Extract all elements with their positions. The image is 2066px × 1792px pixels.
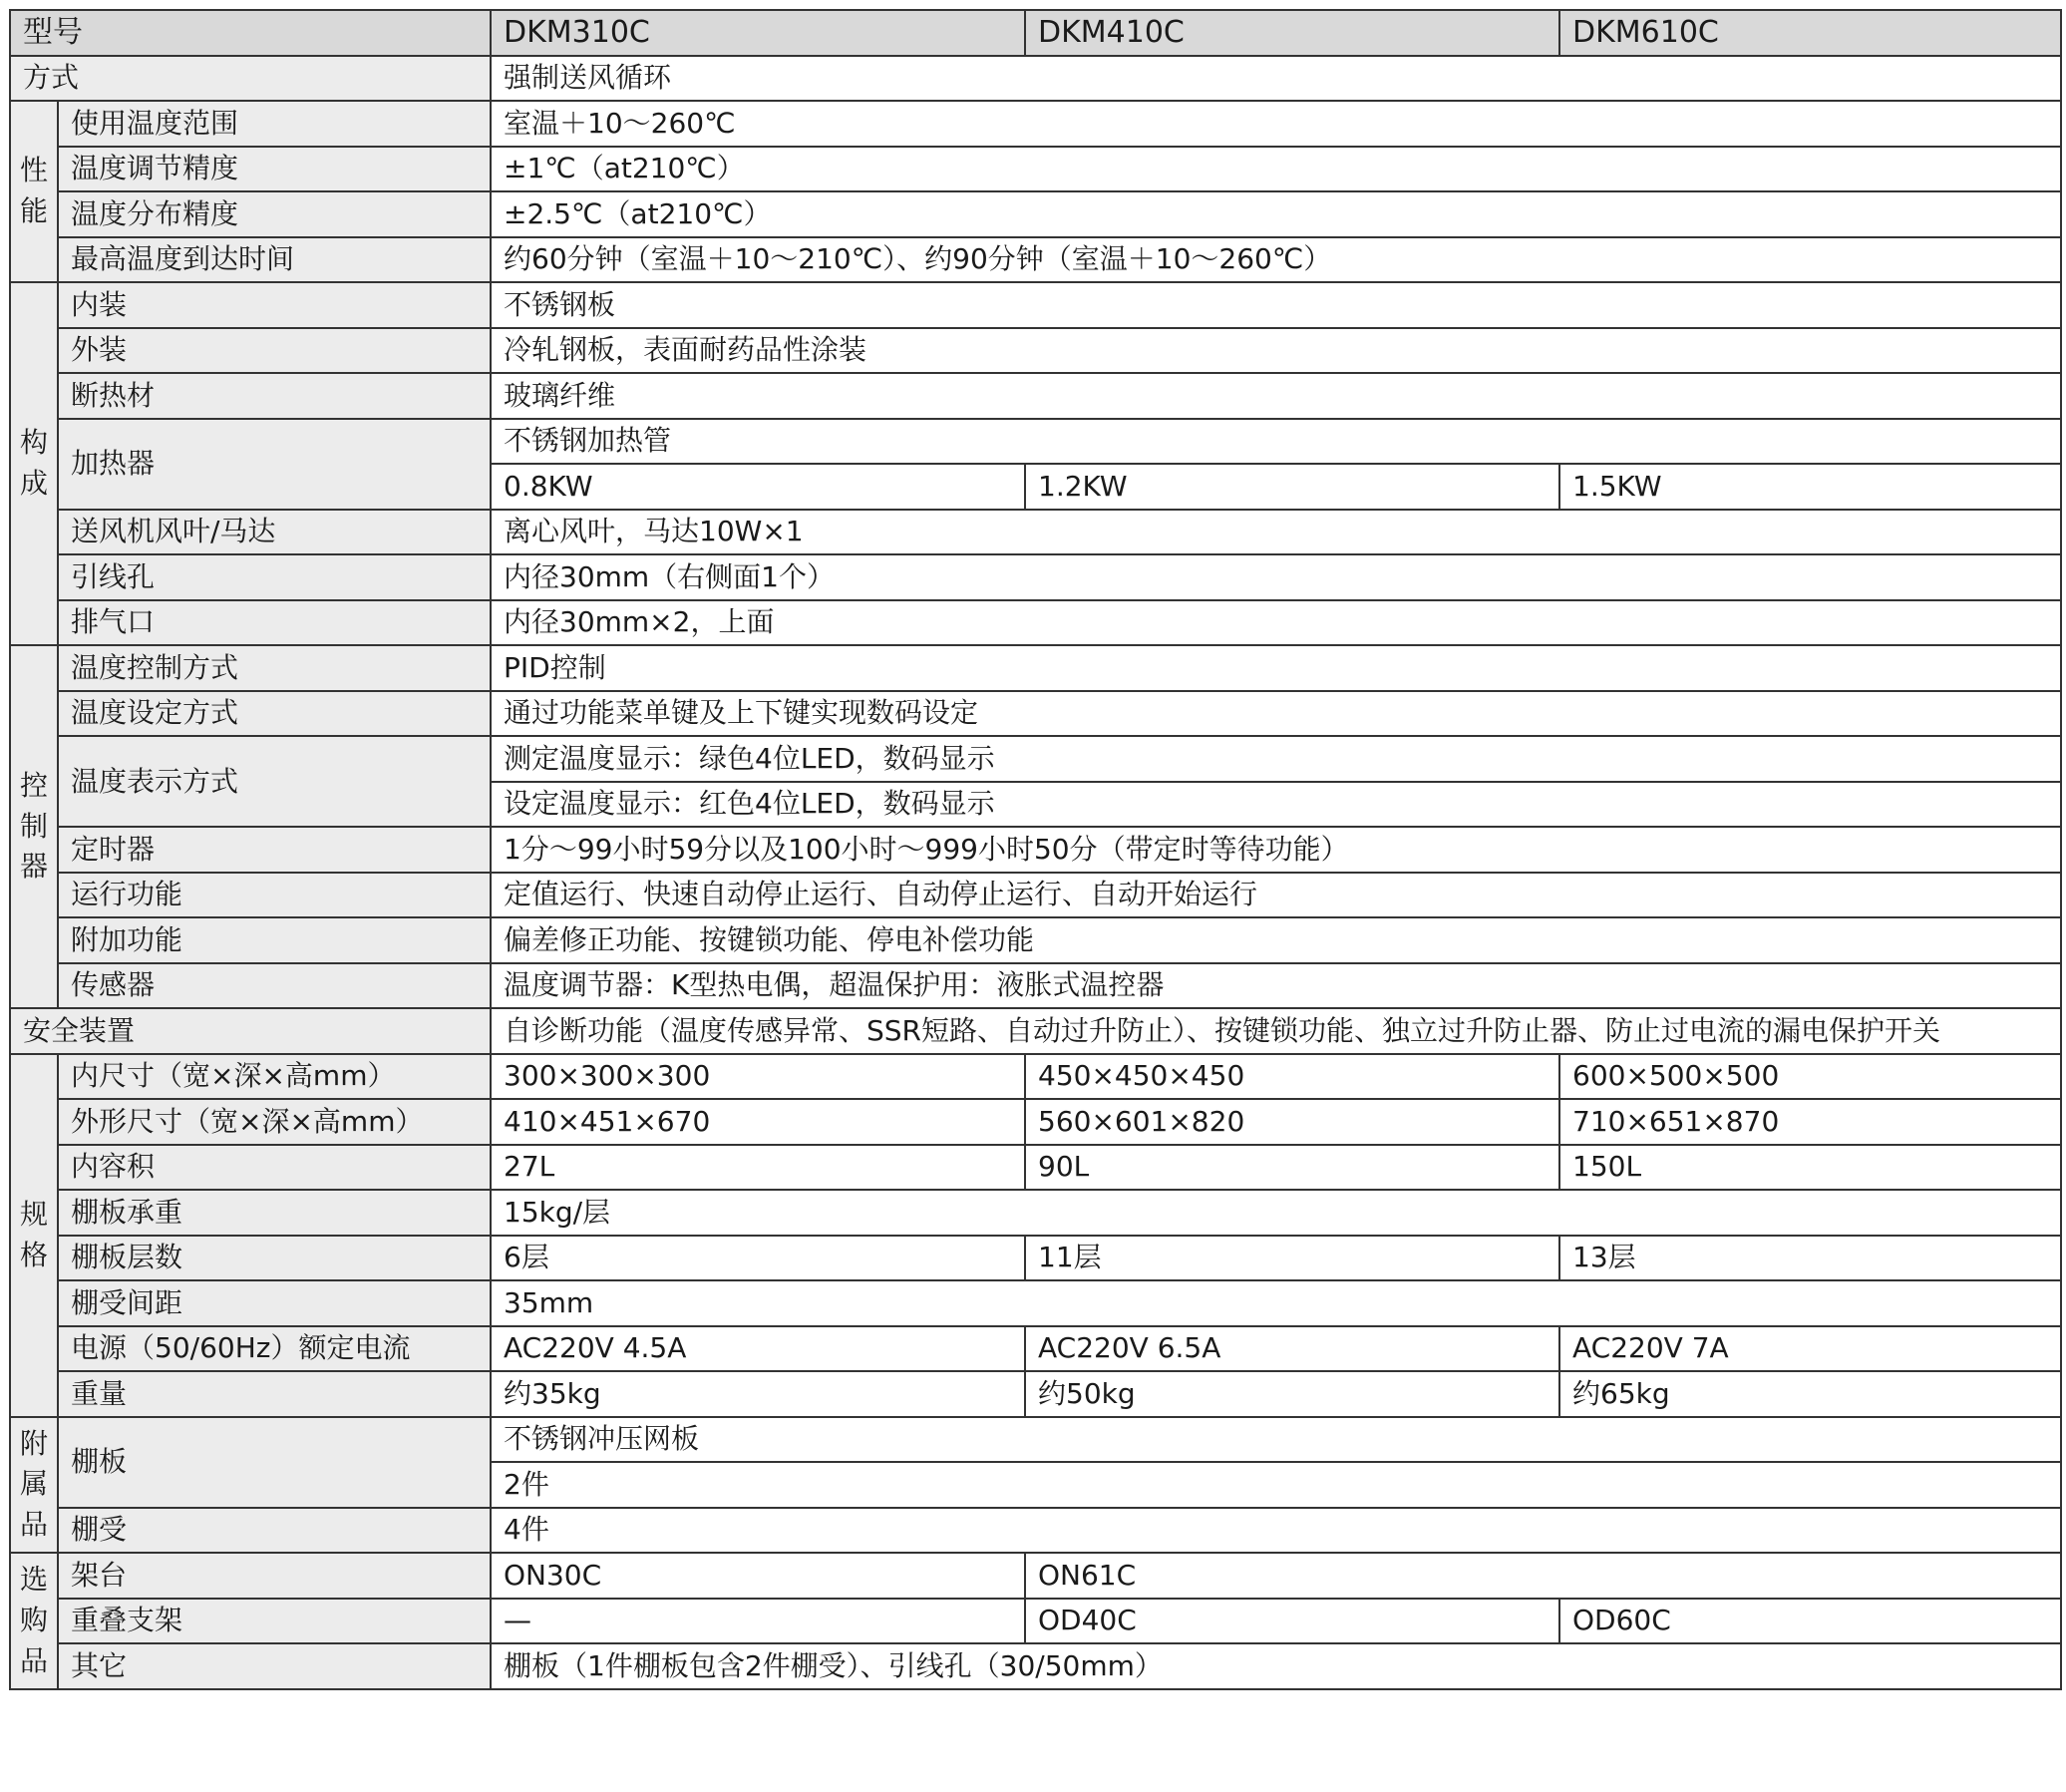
row-value-outer-size-dkm310c: 410×451×670: [491, 1099, 1025, 1145]
header-model-dkm410c: DKM410C: [1025, 10, 1559, 56]
row-value-power-dkm410c: AC220V 6.5A: [1025, 1326, 1559, 1372]
table-row: [10, 1371, 2061, 1417]
category-performance: 性能: [10, 101, 58, 282]
row-label-shelf-support: 棚受: [58, 1508, 491, 1554]
table-row: [10, 827, 2061, 873]
spec-table: [9, 9, 2062, 1690]
row-value-shelf-levels-dkm310c: 6层: [491, 1236, 1025, 1281]
table-row: [10, 1145, 2061, 1191]
row-value-shelf: 不锈钢冲压网板: [491, 1417, 2061, 1463]
row-label-temp-adjust-accuracy: 温度调节精度: [58, 147, 491, 192]
row-label-shelf: 棚板: [58, 1417, 491, 1508]
row-value-display-set: 设定温度显示：红色4位LED，数码显示: [491, 782, 2061, 828]
row-value-heater: 不锈钢加热管: [491, 419, 2061, 465]
table-row: [10, 101, 2061, 147]
row-label-shelf-load: 棚板承重: [58, 1190, 491, 1236]
table-row: [10, 691, 2061, 737]
row-label-heater: 加热器: [58, 419, 491, 510]
row-label-additional: 附加功能: [58, 917, 491, 963]
table-row: [10, 510, 2061, 555]
table-row: [10, 1280, 2061, 1326]
row-value-exhaust: 内径30mm×2，上面: [491, 600, 2061, 646]
row-value-safety: 自诊断功能（温度传感异常、SSR短路、自动过升防止）、按键锁功能、独立过升防止器、防止过电流的漏电保护开关: [491, 1008, 2061, 1054]
row-value-volume-dkm410c: 90L: [1025, 1145, 1559, 1191]
row-label-sensor: 传感器: [58, 963, 491, 1009]
row-label-method: 方式: [10, 56, 491, 102]
header-model-label: 型号: [10, 10, 491, 56]
table-row: [10, 645, 2061, 691]
category-options: 选购品: [10, 1553, 58, 1689]
row-value-stand-dkm310c: ON30C: [491, 1553, 1025, 1599]
row-label-operation: 运行功能: [58, 873, 491, 918]
table-row: [10, 600, 2061, 646]
table-row: [10, 1417, 2061, 1463]
table-row: [10, 1190, 2061, 1236]
row-label-safety: 安全装置: [10, 1008, 491, 1054]
row-value-stacking-frame-dkm310c: —: [491, 1599, 1025, 1644]
row-label-shelf-pitch: 棚受间距: [58, 1280, 491, 1326]
category-accessories: 附属品: [10, 1417, 58, 1554]
row-value-shelf-support: 4件: [491, 1508, 2061, 1554]
table-row: [10, 1508, 2061, 1554]
category-controller: 控制器: [10, 645, 58, 1008]
row-value-inner-size-dkm310c: 300×300×300: [491, 1054, 1025, 1100]
row-value-fan: 离心风叶，马达10W×1: [491, 510, 2061, 555]
row-value-other: 棚板（1件棚板包含2件棚受）、引线孔（30/50mm）: [491, 1643, 2061, 1689]
row-label-outer-size: 外形尺寸（宽×深×高mm）: [58, 1099, 491, 1145]
table-row: [10, 1553, 2061, 1599]
row-value-shelf-levels-dkm610c: 13层: [1559, 1236, 2061, 1281]
row-value-inner-size-dkm610c: 600×500×500: [1559, 1054, 2061, 1100]
row-value-method: 强制送风循环: [491, 56, 2061, 102]
row-label-weight: 重量: [58, 1371, 491, 1417]
row-value-exterior: 冷轧钢板，表面耐药品性涂装: [491, 328, 2061, 374]
row-label-exterior: 外装: [58, 328, 491, 374]
row-value-shelf-pitch: 35mm: [491, 1280, 2061, 1326]
row-value-inner-size-dkm410c: 450×450×450: [1025, 1054, 1559, 1100]
row-value-stacking-frame-dkm410c: OD40C: [1025, 1599, 1559, 1644]
row-label-fan: 送风机风叶/马达: [58, 510, 491, 555]
row-label-stacking-frame: 重叠支架: [58, 1599, 491, 1644]
row-value-setting-method: 通过功能菜单键及上下键实现数码设定: [491, 691, 2061, 737]
row-value-shelf-count: 2件: [491, 1462, 2061, 1508]
row-value-heater-power-dkm310c: 0.8KW: [491, 464, 1025, 510]
table-row: [10, 1326, 2061, 1372]
row-value-max-temp-time: 约60分钟（室温＋10～210℃）、约90分钟（室温＋10～260℃）: [491, 237, 2061, 283]
row-value-operation: 定值运行、快速自动停止运行、自动停止运行、自动开始运行: [491, 873, 2061, 918]
row-label-insulation: 断热材: [58, 373, 491, 419]
row-label-other: 其它: [58, 1643, 491, 1689]
row-label-inner-size: 内尺寸（宽×深×高mm）: [58, 1054, 491, 1100]
table-row: [10, 56, 2061, 102]
table-row: [10, 191, 2061, 237]
row-value-volume-dkm310c: 27L: [491, 1145, 1025, 1191]
row-value-heater-power-dkm410c: 1.2KW: [1025, 464, 1559, 510]
table-row: [10, 963, 2061, 1009]
table-row: [10, 147, 2061, 192]
table-row: [10, 419, 2061, 465]
row-value-shelf-levels-dkm410c: 11层: [1025, 1236, 1559, 1281]
row-value-temp-range: 室温＋10～260℃: [491, 101, 2061, 147]
row-label-power: 电源（50/60Hz）额定电流: [58, 1326, 491, 1372]
row-value-power-dkm610c: AC220V 7A: [1559, 1326, 2061, 1372]
header-model-dkm310c: DKM310C: [491, 10, 1025, 56]
header-model-dkm610c: DKM610C: [1559, 10, 2061, 56]
table-row: [10, 1236, 2061, 1281]
table-row: [10, 1099, 2061, 1145]
row-value-outer-size-dkm610c: 710×651×870: [1559, 1099, 2061, 1145]
row-label-timer: 定时器: [58, 827, 491, 873]
row-value-power-dkm310c: AC220V 4.5A: [491, 1326, 1025, 1372]
row-value-control-method: PID控制: [491, 645, 2061, 691]
row-label-cable-port: 引线孔: [58, 554, 491, 600]
row-label-display-method: 温度表示方式: [58, 736, 491, 827]
row-label-shelf-levels: 棚板层数: [58, 1236, 491, 1281]
table-row: [10, 1054, 2061, 1100]
row-label-setting-method: 温度设定方式: [58, 691, 491, 737]
row-value-display-measured: 测定温度显示：绿色4位LED，数码显示: [491, 736, 2061, 782]
row-label-exhaust: 排气口: [58, 600, 491, 646]
row-label-max-temp-time: 最高温度到达时间: [58, 237, 491, 283]
row-label-temp-range: 使用温度范围: [58, 101, 491, 147]
table-row: [10, 736, 2061, 782]
row-value-volume-dkm610c: 150L: [1559, 1145, 2061, 1191]
table-row: [10, 373, 2061, 419]
row-label-volume: 内容积: [58, 1145, 491, 1191]
row-value-weight-dkm310c: 约35kg: [491, 1371, 1025, 1417]
category-specs: 规格: [10, 1054, 58, 1417]
table-row: [10, 873, 2061, 918]
row-value-weight-dkm610c: 约65kg: [1559, 1371, 2061, 1417]
row-value-shelf-load: 15kg/层: [491, 1190, 2061, 1236]
row-label-interior: 内装: [58, 282, 491, 328]
table-row: [10, 1008, 2061, 1054]
row-value-temp-adjust-accuracy: ±1℃（at210℃）: [491, 147, 2061, 192]
table-row: [10, 328, 2061, 374]
row-value-timer: 1分～99小时59分以及100小时～999小时50分（带定时等待功能）: [491, 827, 2061, 873]
row-value-cable-port: 内径30mm（右侧面1个）: [491, 554, 2061, 600]
table-row: [10, 554, 2061, 600]
row-label-stand: 架台: [58, 1553, 491, 1599]
category-construction: 构成: [10, 282, 58, 645]
row-value-additional: 偏差修正功能、按键锁功能、停电补偿功能: [491, 917, 2061, 963]
table-row: [10, 282, 2061, 328]
row-value-insulation: 玻璃纤维: [491, 373, 2061, 419]
table-row: [10, 917, 2061, 963]
row-value-heater-power-dkm610c: 1.5KW: [1559, 464, 2061, 510]
header-row: [10, 10, 2061, 56]
row-value-temp-distribution-accuracy: ±2.5℃（at210℃）: [491, 191, 2061, 237]
row-value-stand-dkm410c-610c: ON61C: [1025, 1553, 2061, 1599]
row-label-control-method: 温度控制方式: [58, 645, 491, 691]
row-value-outer-size-dkm410c: 560×601×820: [1025, 1099, 1559, 1145]
table-row: [10, 1599, 2061, 1644]
row-value-sensor: 温度调节器：K型热电偶，超温保护用：液胀式温控器: [491, 963, 2061, 1009]
table-row: [10, 237, 2061, 283]
row-label-temp-distribution-accuracy: 温度分布精度: [58, 191, 491, 237]
row-value-interior: 不锈钢板: [491, 282, 2061, 328]
row-value-weight-dkm410c: 约50kg: [1025, 1371, 1559, 1417]
table-row: [10, 1643, 2061, 1689]
row-value-stacking-frame-dkm610c: OD60C: [1559, 1599, 2061, 1644]
